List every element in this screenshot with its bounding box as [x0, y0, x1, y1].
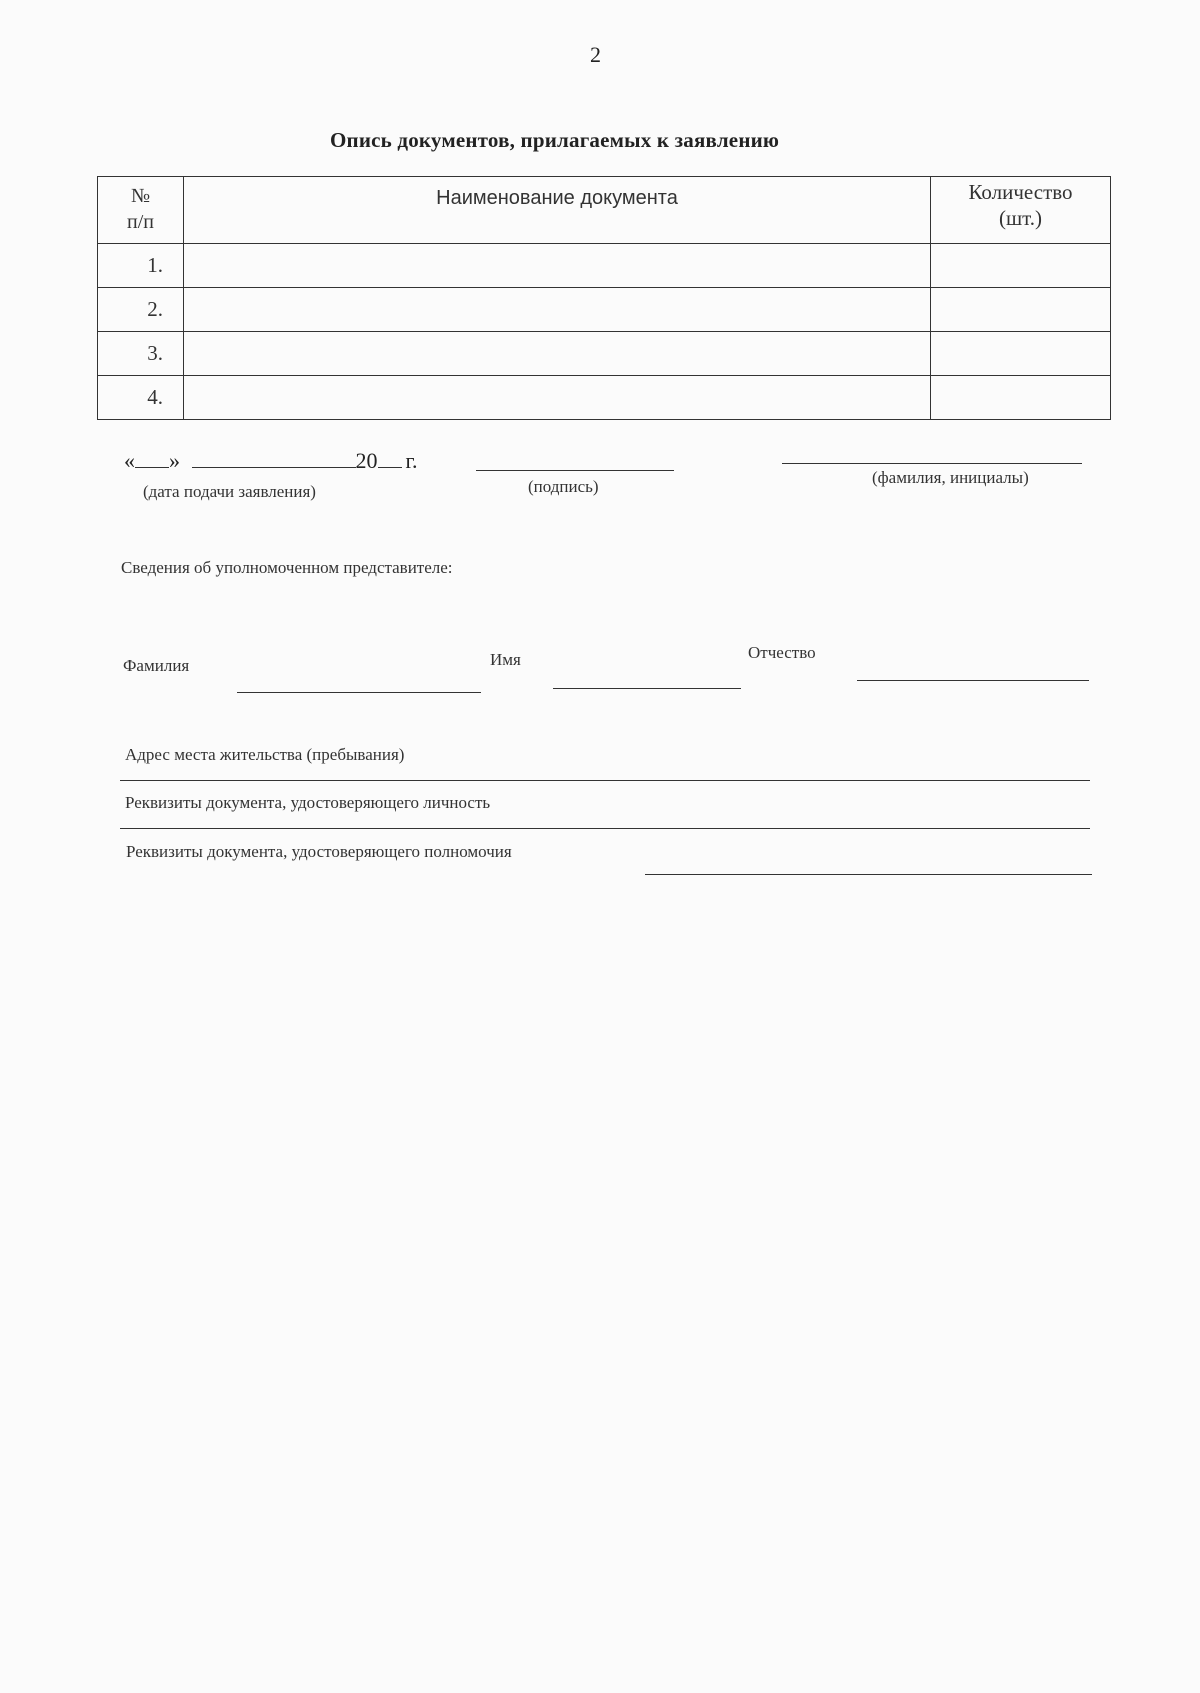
id-document-field[interactable] — [120, 828, 1090, 829]
table-header-row — [98, 177, 1111, 244]
header-number-line1: № — [130, 185, 151, 207]
table-row — [98, 332, 1111, 376]
header-quantity-line2: (шт.) — [998, 206, 1042, 230]
row-number: 4. — [98, 376, 184, 420]
year-suffix: г. — [405, 448, 418, 473]
row-quantity-cell[interactable] — [931, 376, 1111, 420]
row-number: 2. — [98, 288, 184, 332]
close-quote: » — [169, 448, 180, 473]
row-document-name-cell[interactable] — [184, 244, 931, 288]
document-title: Опись документов, прилагаемых к заявлению — [330, 128, 780, 152]
day-blank[interactable] — [135, 449, 169, 468]
patronymic-field[interactable] — [857, 680, 1089, 681]
documents-table — [97, 176, 1111, 420]
surname-label: Фамилия — [123, 656, 190, 675]
name-label: Имя — [490, 650, 521, 669]
row-number: 1. — [98, 244, 184, 288]
table-row — [98, 244, 1111, 288]
page-number: 2 — [590, 42, 601, 67]
header-document-name: Наименование документа — [184, 177, 931, 244]
table-row — [98, 376, 1111, 420]
month-blank[interactable] — [192, 449, 356, 468]
authority-document-field[interactable] — [645, 874, 1092, 875]
signature-caption: (подпись) — [528, 477, 599, 496]
surname-initials-caption: (фамилия, инициалы) — [872, 468, 1029, 487]
row-number: 3. — [98, 332, 184, 376]
header-number-line2: п/п — [127, 211, 154, 233]
authority-document-label: Реквизиты документа, удостоверяющего полномочия — [126, 842, 512, 861]
row-quantity-cell[interactable] — [931, 288, 1111, 332]
signature-blank[interactable] — [476, 470, 674, 471]
header-quantity — [931, 177, 1111, 244]
open-quote: « — [124, 448, 135, 473]
date-caption: (дата подачи заявления) — [143, 482, 316, 501]
patronymic-label: Отчество — [748, 643, 816, 662]
row-quantity-cell[interactable] — [931, 244, 1111, 288]
address-field[interactable] — [120, 780, 1090, 781]
header-number — [98, 177, 184, 244]
row-document-name-cell[interactable] — [184, 288, 931, 332]
row-document-name-cell[interactable] — [184, 332, 931, 376]
surname-initials-blank[interactable] — [782, 463, 1082, 464]
year-blank[interactable] — [378, 449, 402, 468]
year-prefix: 20 — [355, 448, 378, 473]
address-label: Адрес места жительства (пребывания) — [125, 745, 405, 764]
header-quantity-line1: Количество — [968, 180, 1073, 204]
table-row — [98, 288, 1111, 332]
representative-heading: Сведения об уполномоченном представителе: — [121, 558, 453, 577]
date-field — [124, 448, 418, 474]
row-document-name-cell[interactable] — [184, 376, 931, 420]
surname-field[interactable] — [237, 692, 481, 693]
documents-table-wrapper — [97, 176, 1110, 412]
name-field[interactable] — [553, 688, 741, 689]
row-quantity-cell[interactable] — [931, 332, 1111, 376]
id-document-label: Реквизиты документа, удостоверяющего личность — [125, 793, 491, 812]
